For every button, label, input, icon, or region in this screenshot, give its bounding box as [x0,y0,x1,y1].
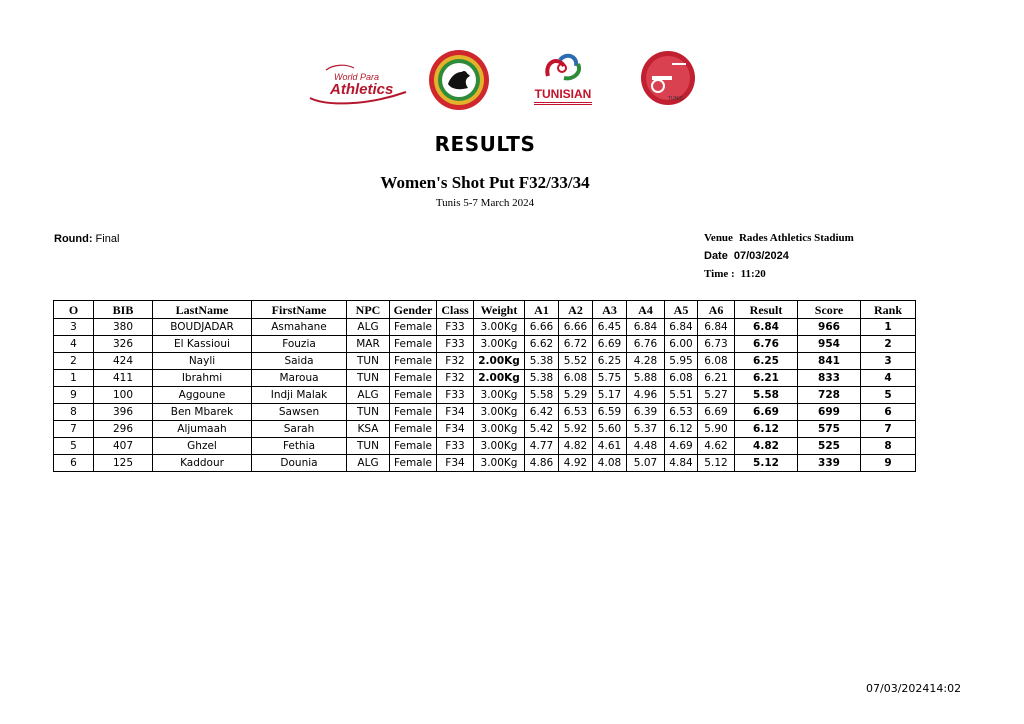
cell-rank: 3 [861,353,916,370]
cell-attempt-2: 6.53 [559,404,593,421]
column-header-o: O [54,301,94,319]
page-title: RESULTS [434,132,536,156]
column-header-a5: A5 [665,301,698,319]
cell-order: 9 [54,387,94,404]
cell-bib: 296 [94,421,153,438]
cell-rank: 4 [861,370,916,387]
cell-attempt-1: 5.58 [525,387,559,404]
column-header-a3: A3 [593,301,627,319]
cell-gender: Female [390,455,437,472]
cell-attempt-3: 6.25 [593,353,627,370]
cell-bib: 380 [94,319,153,336]
cell-attempt-5: 6.53 [665,404,698,421]
cell-weight: 2.00Kg [474,370,525,387]
round-label: Round: [54,233,93,245]
cell-score: 339 [798,455,861,472]
cell-result: 6.76 [735,336,798,353]
venue-label: Venue [704,232,733,244]
cell-order: 7 [54,421,94,438]
cell-attempt-2: 6.72 [559,336,593,353]
results-table [53,300,916,472]
cell-first-name: Maroua [252,370,347,387]
cell-npc: ALG [347,455,390,472]
column-header-rank: Rank [861,301,916,319]
column-header-a2: A2 [559,301,593,319]
column-header-a4: A4 [627,301,665,319]
cell-attempt-2: 5.52 [559,353,593,370]
cell-result: 6.69 [735,404,798,421]
cell-score: 833 [798,370,861,387]
time-label: Time : [704,268,735,280]
cell-score: 954 [798,336,861,353]
cell-result: 5.58 [735,387,798,404]
cell-score: 699 [798,404,861,421]
column-header-a6: A6 [698,301,735,319]
round-info [54,233,119,245]
cell-attempt-6: 6.21 [698,370,735,387]
cell-order: 2 [54,353,94,370]
cell-gender: Female [390,421,437,438]
cell-weight: 3.00Kg [474,336,525,353]
event-title: Women's Shot Put F32/33/34 [380,173,590,192]
cell-npc: TUN [347,438,390,455]
cell-gender: Female [390,387,437,404]
cell-npc: TUN [347,353,390,370]
cell-attempt-4: 6.39 [627,404,665,421]
cell-rank: 1 [861,319,916,336]
column-header-weight: Weight [474,301,525,319]
cell-gender: Female [390,438,437,455]
cell-attempt-3: 6.59 [593,404,627,421]
logo-text-tunis: TUNIS [668,96,683,102]
cell-order: 8 [54,404,94,421]
cell-attempt-4: 4.96 [627,387,665,404]
cell-result: 5.12 [735,455,798,472]
cell-result: 6.21 [735,370,798,387]
logo-text-big: Athletics [330,81,394,98]
cell-score: 728 [798,387,861,404]
cell-npc: ALG [347,387,390,404]
column-header-bib: BIB [94,301,153,319]
cell-gender: Female [390,404,437,421]
cell-weight: 2.00Kg [474,353,525,370]
cell-first-name: Sawsen [252,404,347,421]
cell-attempt-3: 6.69 [593,336,627,353]
date-info [704,250,789,262]
table-row [54,404,916,421]
cell-attempt-4: 5.88 [627,370,665,387]
cell-attempt-6: 6.08 [698,353,735,370]
table-row [54,319,916,336]
world-para-athletics-logo [300,62,410,106]
cell-attempt-6: 6.84 [698,319,735,336]
cell-attempt-6: 5.27 [698,387,735,404]
cell-npc: TUN [347,370,390,387]
cell-bib: 326 [94,336,153,353]
cell-bib: 411 [94,370,153,387]
time-value: 11:20 [740,268,766,280]
column-header-gender: Gender [390,301,437,319]
cell-attempt-2: 6.08 [559,370,593,387]
cell-class: F33 [437,336,474,353]
cell-score: 575 [798,421,861,438]
cell-class: F32 [437,353,474,370]
column-header-result: Result [735,301,798,319]
cell-npc: ALG [347,319,390,336]
cell-class: F34 [437,455,474,472]
table-row [54,353,916,370]
cell-bib: 424 [94,353,153,370]
cell-attempt-2: 5.92 [559,421,593,438]
cell-score: 966 [798,319,861,336]
agitos-icon [530,50,596,86]
cell-attempt-4: 4.28 [627,353,665,370]
date-label: Date [704,250,728,262]
cell-attempt-2: 6.66 [559,319,593,336]
cell-order: 4 [54,336,94,353]
cell-first-name: Dounia [252,455,347,472]
event-place-dates: Tunis 5-7 March 2024 [435,197,535,209]
cell-first-name: Asmahane [252,319,347,336]
cell-weight: 3.00Kg [474,455,525,472]
cell-gender: Female [390,370,437,387]
cell-attempt-4: 4.48 [627,438,665,455]
cell-rank: 2 [861,336,916,353]
cell-attempt-2: 4.82 [559,438,593,455]
cell-attempt-1: 6.62 [525,336,559,353]
cell-bib: 125 [94,455,153,472]
cell-result: 4.82 [735,438,798,455]
cell-attempt-5: 6.12 [665,421,698,438]
cell-attempt-6: 4.62 [698,438,735,455]
results-table-header [54,301,916,319]
cell-last-name: Aggoune [153,387,252,404]
cell-weight: 3.00Kg [474,438,525,455]
cell-last-name: Ghzel [153,438,252,455]
table-row [54,370,916,387]
cell-order: 5 [54,438,94,455]
logo-text-small: World Para [334,72,380,82]
cell-bib: 100 [94,387,153,404]
cell-last-name: Nayli [153,353,252,370]
table-row [54,455,916,472]
cell-gender: Female [390,353,437,370]
cell-attempt-6: 5.12 [698,455,735,472]
tunisia-federation-ring-logo [424,48,494,112]
table-row [54,421,916,438]
cell-attempt-3: 5.60 [593,421,627,438]
cell-attempt-6: 6.73 [698,336,735,353]
cell-rank: 5 [861,387,916,404]
cell-attempt-3: 4.08 [593,455,627,472]
round-value: Final [95,233,120,245]
cell-last-name: Kaddour [153,455,252,472]
cell-weight: 3.00Kg [474,387,525,404]
cell-result: 6.84 [735,319,798,336]
logo-strip [300,46,720,116]
column-header-lastname: LastName [153,301,252,319]
cell-gender: Female [390,319,437,336]
cell-first-name: Fouzia [252,336,347,353]
cell-first-name: Fethia [252,438,347,455]
cell-attempt-6: 5.90 [698,421,735,438]
cell-bib: 407 [94,438,153,455]
cell-attempt-3: 4.61 [593,438,627,455]
cell-attempt-4: 6.84 [627,319,665,336]
cell-last-name: BOUDJADAR [153,319,252,336]
cell-attempt-1: 4.86 [525,455,559,472]
cell-rank: 9 [861,455,916,472]
cell-attempt-5: 4.69 [665,438,698,455]
cell-attempt-5: 5.95 [665,353,698,370]
cell-class: F33 [437,387,474,404]
cell-score: 525 [798,438,861,455]
cell-attempt-1: 5.38 [525,370,559,387]
cell-npc: TUN [347,404,390,421]
cell-bib: 396 [94,404,153,421]
cell-attempt-3: 5.17 [593,387,627,404]
cell-attempt-1: 5.38 [525,353,559,370]
logo-subtext-lines [534,102,592,108]
cell-class: F34 [437,404,474,421]
cell-attempt-3: 5.75 [593,370,627,387]
time-info [704,268,766,280]
cell-weight: 3.00Kg [474,404,525,421]
cell-rank: 6 [861,404,916,421]
table-row [54,387,916,404]
cell-class: F33 [437,319,474,336]
table-row [54,438,916,455]
cell-order: 1 [54,370,94,387]
column-header-score: Score [798,301,861,319]
cell-npc: KSA [347,421,390,438]
column-header-npc: NPC [347,301,390,319]
cell-attempt-5: 6.00 [665,336,698,353]
cell-attempt-5: 5.51 [665,387,698,404]
cell-attempt-1: 4.77 [525,438,559,455]
cell-first-name: Indji Malak [252,387,347,404]
table-row [54,336,916,353]
cell-attempt-2: 4.92 [559,455,593,472]
cell-attempt-1: 6.42 [525,404,559,421]
column-header-firstname: FirstName [252,301,347,319]
cell-class: F33 [437,438,474,455]
header-row [54,301,916,319]
cell-order: 3 [54,319,94,336]
cell-attempt-5: 4.84 [665,455,698,472]
logo-text-tunisian: TUNISIAN [534,87,592,101]
cell-last-name: El Kassioui [153,336,252,353]
venue-value: Rades Athletics Stadium [738,232,854,244]
cell-weight: 3.00Kg [474,421,525,438]
cell-last-name: Aljumaah [153,421,252,438]
cell-first-name: Saida [252,353,347,370]
cell-attempt-4: 5.37 [627,421,665,438]
cell-rank: 8 [861,438,916,455]
cell-class: F32 [437,370,474,387]
date-value: 07/03/2024 [733,250,789,262]
cell-attempt-1: 5.42 [525,421,559,438]
cell-npc: MAR [347,336,390,353]
cell-weight: 3.00Kg [474,319,525,336]
cell-last-name: Ibrahmi [153,370,252,387]
column-header-class: Class [437,301,474,319]
cell-attempt-2: 5.29 [559,387,593,404]
tunisian-paralympic-committee-logo [530,50,596,112]
cell-attempt-6: 6.69 [698,404,735,421]
cell-attempt-3: 6.45 [593,319,627,336]
cell-attempt-5: 6.08 [665,370,698,387]
cell-attempt-4: 5.07 [627,455,665,472]
tunis-grand-prix-logo [636,50,700,110]
cell-attempt-1: 6.66 [525,319,559,336]
cell-order: 6 [54,455,94,472]
print-timestamp: 07/03/202414:02 [866,682,962,695]
cell-class: F34 [437,421,474,438]
column-header-a1: A1 [525,301,559,319]
cell-score: 841 [798,353,861,370]
cell-attempt-5: 6.84 [665,319,698,336]
cell-result: 6.12 [735,421,798,438]
cell-result: 6.25 [735,353,798,370]
results-table-body [54,319,916,472]
cell-first-name: Sarah [252,421,347,438]
cell-rank: 7 [861,421,916,438]
venue-info [704,232,854,244]
cell-last-name: Ben Mbarek [153,404,252,421]
cell-gender: Female [390,336,437,353]
cell-attempt-4: 6.76 [627,336,665,353]
